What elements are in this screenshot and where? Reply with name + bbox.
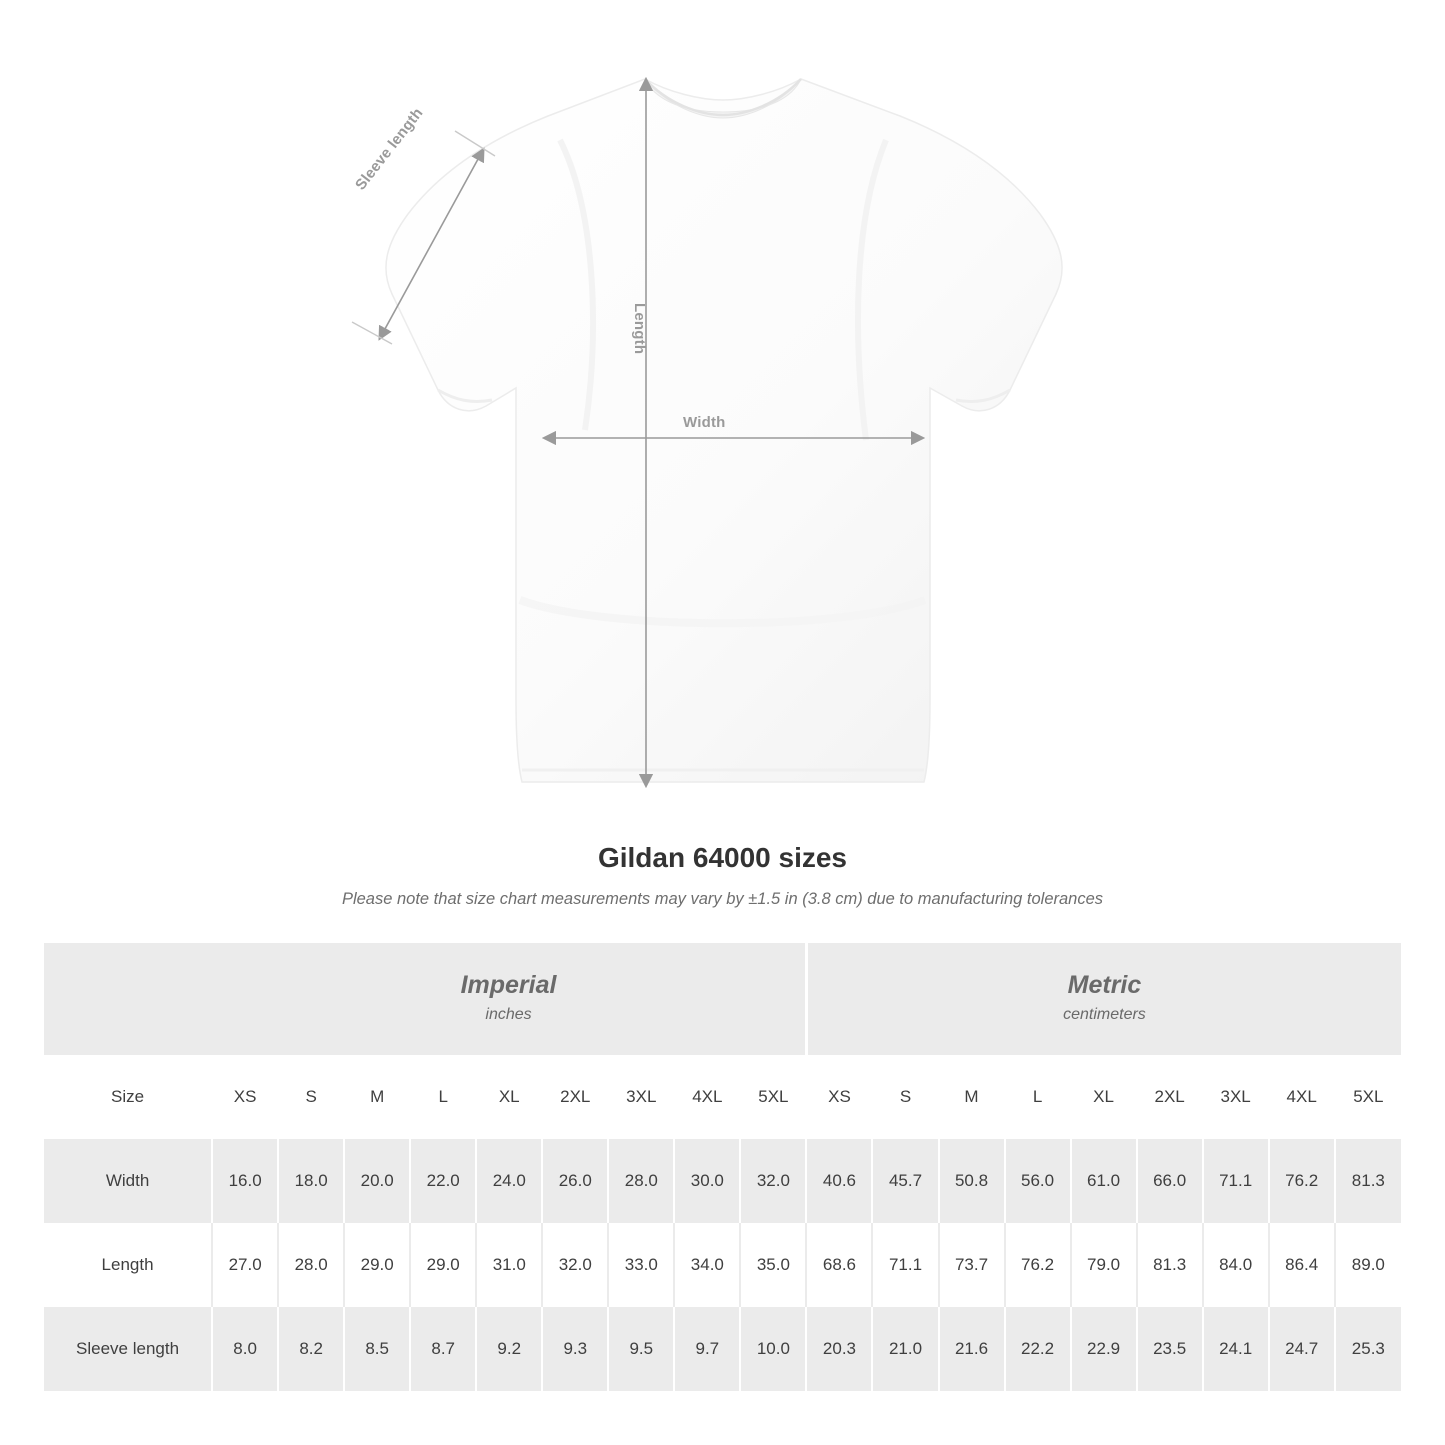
column-header: 5XL bbox=[1335, 1055, 1401, 1139]
table-cell: 9.7 bbox=[674, 1307, 740, 1391]
table-cell: 34.0 bbox=[674, 1223, 740, 1307]
imperial-unit-label: inches bbox=[485, 1006, 532, 1024]
table-cell: 9.5 bbox=[608, 1307, 674, 1391]
table-cell: 45.7 bbox=[872, 1139, 938, 1223]
table-cell: 24.7 bbox=[1269, 1307, 1335, 1391]
length-label: Length bbox=[631, 303, 648, 355]
column-header: XS bbox=[212, 1055, 278, 1139]
column-headers-row bbox=[44, 1055, 1401, 1139]
table-row bbox=[44, 1223, 1401, 1307]
column-header: S bbox=[278, 1055, 344, 1139]
column-header: 4XL bbox=[1269, 1055, 1335, 1139]
table-cell: 8.7 bbox=[410, 1307, 476, 1391]
column-header: XL bbox=[476, 1055, 542, 1139]
table-cell: 84.0 bbox=[1203, 1223, 1269, 1307]
table-cell: 71.1 bbox=[1203, 1139, 1269, 1223]
table-cell: 73.7 bbox=[939, 1223, 1005, 1307]
column-header: 3XL bbox=[608, 1055, 674, 1139]
row-label: Length bbox=[44, 1223, 212, 1307]
table-cell: 21.0 bbox=[872, 1307, 938, 1391]
column-header: M bbox=[939, 1055, 1005, 1139]
table-cell: 24.1 bbox=[1203, 1307, 1269, 1391]
table-cell: 9.2 bbox=[476, 1307, 542, 1391]
table-cell: 29.0 bbox=[410, 1223, 476, 1307]
width-label: Width bbox=[683, 414, 726, 431]
table-cell: 32.0 bbox=[542, 1223, 608, 1307]
row-label: Sleeve length bbox=[44, 1307, 212, 1391]
table-cell: 32.0 bbox=[740, 1139, 806, 1223]
column-header: M bbox=[344, 1055, 410, 1139]
table-cell: 66.0 bbox=[1137, 1139, 1203, 1223]
table-cell: 8.2 bbox=[278, 1307, 344, 1391]
metric-header-cell bbox=[806, 943, 1401, 1055]
table-cell: 22.9 bbox=[1071, 1307, 1137, 1391]
column-header: 3XL bbox=[1203, 1055, 1269, 1139]
table-cell: 21.6 bbox=[939, 1307, 1005, 1391]
column-header: XS bbox=[806, 1055, 872, 1139]
imperial-header-cell bbox=[212, 943, 806, 1055]
table-cell: 22.2 bbox=[1005, 1307, 1071, 1391]
row-label: Width bbox=[44, 1139, 212, 1223]
table-cell: 79.0 bbox=[1071, 1223, 1137, 1307]
column-header: 2XL bbox=[542, 1055, 608, 1139]
table-cell: 40.6 bbox=[806, 1139, 872, 1223]
table-cell: 29.0 bbox=[344, 1223, 410, 1307]
title-block bbox=[0, 842, 1445, 909]
table-cell: 9.3 bbox=[542, 1307, 608, 1391]
column-header: S bbox=[872, 1055, 938, 1139]
table-cell: 23.5 bbox=[1137, 1307, 1203, 1391]
table-cell: 8.0 bbox=[212, 1307, 278, 1391]
table-cell: 56.0 bbox=[1005, 1139, 1071, 1223]
table-cell: 35.0 bbox=[740, 1223, 806, 1307]
table-cell: 33.0 bbox=[608, 1223, 674, 1307]
column-header: L bbox=[410, 1055, 476, 1139]
unit-row-spacer bbox=[44, 943, 212, 1055]
metric-unit-label: centimeters bbox=[1063, 1006, 1146, 1024]
column-header: 2XL bbox=[1137, 1055, 1203, 1139]
table-cell: 20.0 bbox=[344, 1139, 410, 1223]
row-header-label: Size bbox=[44, 1055, 212, 1139]
tolerance-note: Please note that size chart measurements may vary by ±1.5 in (3.8 cm) due to manufacturing tolerances bbox=[341, 890, 1104, 908]
table-cell: 28.0 bbox=[608, 1139, 674, 1223]
table-cell: 27.0 bbox=[212, 1223, 278, 1307]
size-table bbox=[44, 943, 1401, 1391]
size-table-wrap bbox=[44, 943, 1401, 1391]
table-cell: 76.2 bbox=[1269, 1139, 1335, 1223]
table-cell: 61.0 bbox=[1071, 1139, 1137, 1223]
table-row bbox=[44, 1307, 1401, 1391]
imperial-system-label: Imperial bbox=[460, 970, 557, 999]
table-cell: 76.2 bbox=[1005, 1223, 1071, 1307]
table-cell: 81.3 bbox=[1335, 1139, 1401, 1223]
table-cell: 16.0 bbox=[212, 1139, 278, 1223]
column-header: 4XL bbox=[674, 1055, 740, 1139]
table-cell: 28.0 bbox=[278, 1223, 344, 1307]
table-cell: 22.0 bbox=[410, 1139, 476, 1223]
unit-systems-row bbox=[44, 943, 1401, 1055]
table-cell: 89.0 bbox=[1335, 1223, 1401, 1307]
table-cell: 8.5 bbox=[344, 1307, 410, 1391]
column-header: 5XL bbox=[740, 1055, 806, 1139]
table-cell: 10.0 bbox=[740, 1307, 806, 1391]
table-cell: 31.0 bbox=[476, 1223, 542, 1307]
table-cell: 26.0 bbox=[542, 1139, 608, 1223]
page-title: Gildan 64000 sizes bbox=[597, 842, 848, 873]
table-cell: 71.1 bbox=[872, 1223, 938, 1307]
column-header: L bbox=[1005, 1055, 1071, 1139]
table-cell: 24.0 bbox=[476, 1139, 542, 1223]
column-header: XL bbox=[1071, 1055, 1137, 1139]
table-cell: 25.3 bbox=[1335, 1307, 1401, 1391]
table-cell: 86.4 bbox=[1269, 1223, 1335, 1307]
table-cell: 18.0 bbox=[278, 1139, 344, 1223]
sleeve-length-label: Sleeve length bbox=[352, 104, 427, 194]
table-cell: 30.0 bbox=[674, 1139, 740, 1223]
metric-system-label: Metric bbox=[1067, 970, 1142, 999]
table-cell: 20.3 bbox=[806, 1307, 872, 1391]
table-cell: 81.3 bbox=[1137, 1223, 1203, 1307]
table-row bbox=[44, 1139, 1401, 1223]
table-cell: 50.8 bbox=[939, 1139, 1005, 1223]
table-cell: 68.6 bbox=[806, 1223, 872, 1307]
